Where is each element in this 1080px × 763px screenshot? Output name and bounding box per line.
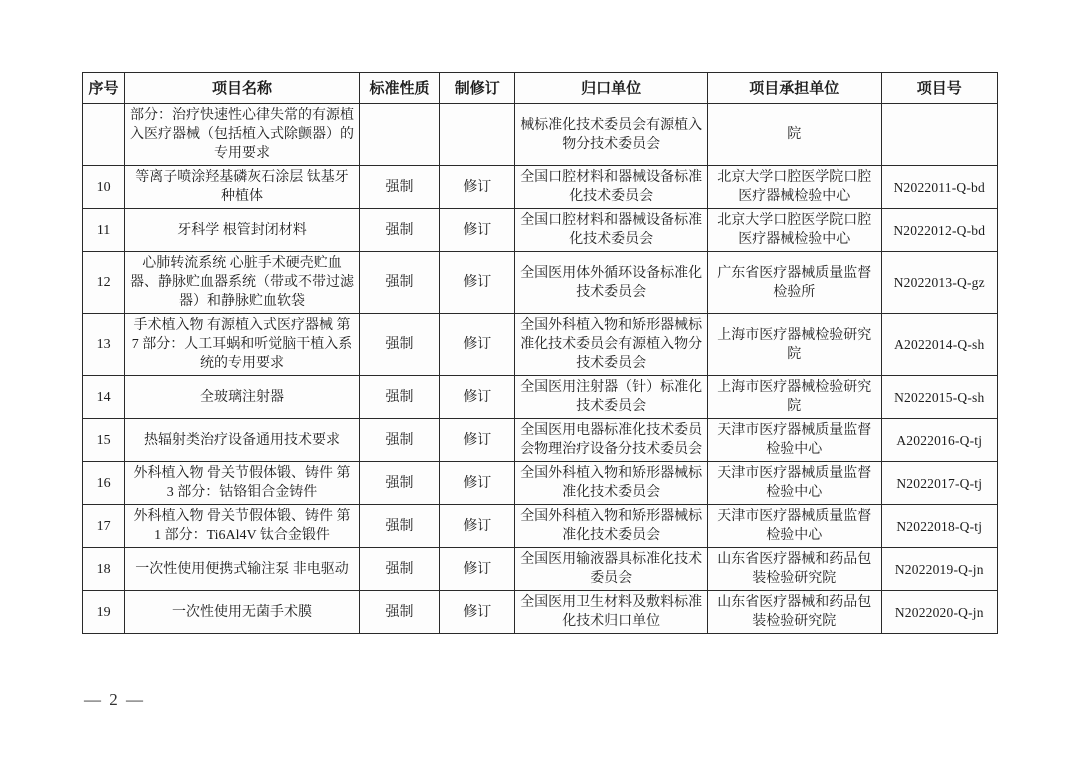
cell-seq: 16 — [83, 462, 125, 505]
cell-seq: 10 — [83, 166, 125, 209]
cell-standard-nature: 强制 — [359, 376, 439, 419]
cell-undertaking-unit: 上海市医疗器械检验研究院 — [708, 314, 882, 376]
cell-project-number: N2022017-Q-tj — [881, 462, 997, 505]
cell-undertaking-unit: 上海市医疗器械检验研究院 — [708, 376, 882, 419]
cell-centralized-unit: 全国医用注射器（针）标准化技术委员会 — [515, 376, 708, 419]
cell-undertaking-unit: 山东省医疗器械和药品包装检验研究院 — [708, 548, 882, 591]
cell-standard-nature: 强制 — [359, 462, 439, 505]
table-row — [83, 166, 998, 209]
table-row — [83, 591, 998, 634]
cell-standard-nature: 强制 — [359, 209, 439, 252]
cell-seq: 11 — [83, 209, 125, 252]
cell-project-name: 一次性使用无菌手术膜 — [125, 591, 360, 634]
cell-undertaking-unit: 北京大学口腔医学院口腔医疗器械检验中心 — [708, 166, 882, 209]
cell-project-number — [881, 104, 997, 166]
cell-project-number: N2022012-Q-bd — [881, 209, 997, 252]
cell-centralized-unit: 全国医用电器标准化技术委员会物理治疗设备分技术委员会 — [515, 419, 708, 462]
cell-centralized-unit: 全国外科植入物和矫形器械标准化技术委员会有源植入物分技术委员会 — [515, 314, 708, 376]
cell-seq: 12 — [83, 252, 125, 314]
cell-standard-nature: 强制 — [359, 505, 439, 548]
table-header — [83, 73, 998, 104]
cell-project-number: N2022019-Q-jn — [881, 548, 997, 591]
cell-project-name: 牙科学 根管封闭材料 — [125, 209, 360, 252]
cell-project-name: 全玻璃注射器 — [125, 376, 360, 419]
cell-project-number: N2022020-Q-jn — [881, 591, 997, 634]
cell-undertaking-unit: 广东省医疗器械质量监督检验所 — [708, 252, 882, 314]
cell-revision-type: 修订 — [440, 209, 515, 252]
cell-project-number: N2022013-Q-gz — [881, 252, 997, 314]
cell-revision-type: 修订 — [440, 462, 515, 505]
cell-undertaking-unit: 山东省医疗器械和药品包装检验研究院 — [708, 591, 882, 634]
cell-seq: 13 — [83, 314, 125, 376]
cell-project-name: 心肺转流系统 心脏手术硬壳贮血器、静脉贮血器系统（带或不带过滤器）和静脉贮血软袋 — [125, 252, 360, 314]
table-row — [83, 252, 998, 314]
cell-standard-nature — [359, 104, 439, 166]
table-row — [83, 505, 998, 548]
cell-revision-type: 修订 — [440, 166, 515, 209]
cell-project-number: N2022011-Q-bd — [881, 166, 997, 209]
table-row — [83, 548, 998, 591]
table-body — [83, 104, 998, 634]
cell-centralized-unit: 械标准化技术委员会有源植入物分技术委员会 — [515, 104, 708, 166]
cell-seq — [83, 104, 125, 166]
cell-revision-type: 修订 — [440, 419, 515, 462]
table-row — [83, 314, 998, 376]
cell-centralized-unit: 全国外科植入物和矫形器械标准化技术委员会 — [515, 505, 708, 548]
cell-revision-type — [440, 104, 515, 166]
cell-project-number: A2022016-Q-tj — [881, 419, 997, 462]
cell-standard-nature: 强制 — [359, 314, 439, 376]
cell-undertaking-unit: 天津市医疗器械质量监督检验中心 — [708, 419, 882, 462]
cell-standard-nature: 强制 — [359, 419, 439, 462]
cell-standard-nature: 强制 — [359, 591, 439, 634]
table-row — [83, 209, 998, 252]
cell-project-name: 热辐射类治疗设备通用技术要求 — [125, 419, 360, 462]
cell-centralized-unit: 全国医用卫生材料及敷料标准化技术归口单位 — [515, 591, 708, 634]
cell-seq: 17 — [83, 505, 125, 548]
header-seq: 序号 — [83, 73, 125, 104]
cell-revision-type: 修订 — [440, 252, 515, 314]
cell-centralized-unit: 全国医用输液器具标准化技术委员会 — [515, 548, 708, 591]
cell-revision-type: 修订 — [440, 505, 515, 548]
cell-centralized-unit: 全国医用体外循环设备标准化技术委员会 — [515, 252, 708, 314]
header-standard-nature: 标准性质 — [359, 73, 439, 104]
cell-centralized-unit: 全国外科植入物和矫形器械标准化技术委员会 — [515, 462, 708, 505]
page-number: — 2 — — [84, 690, 145, 709]
cell-undertaking-unit: 天津市医疗器械质量监督检验中心 — [708, 505, 882, 548]
cell-project-name: 等离子喷涂羟基磷灰石涂层 钛基牙种植体 — [125, 166, 360, 209]
header-revision-type: 制修订 — [440, 73, 515, 104]
cell-undertaking-unit: 北京大学口腔医学院口腔医疗器械检验中心 — [708, 209, 882, 252]
table-row — [83, 104, 998, 166]
cell-standard-nature: 强制 — [359, 252, 439, 314]
standards-project-table — [82, 72, 998, 634]
cell-undertaking-unit: 天津市医疗器械质量监督检验中心 — [708, 462, 882, 505]
cell-project-name: 手术植入物 有源植入式医疗器械 第 7 部分：人工耳蜗和听觉脑干植入系统的专用要求 — [125, 314, 360, 376]
cell-revision-type: 修订 — [440, 314, 515, 376]
cell-standard-nature: 强制 — [359, 166, 439, 209]
header-undertaking-unit: 项目承担单位 — [708, 73, 882, 104]
cell-project-name: 外科植入物 骨关节假体锻、铸件 第 3 部分：钴铬钼合金铸件 — [125, 462, 360, 505]
cell-revision-type: 修订 — [440, 376, 515, 419]
cell-standard-nature: 强制 — [359, 548, 439, 591]
cell-undertaking-unit: 院 — [708, 104, 882, 166]
table-row — [83, 462, 998, 505]
cell-project-number: A2022014-Q-sh — [881, 314, 997, 376]
cell-project-name: 一次性使用便携式输注泵 非电驱动 — [125, 548, 360, 591]
cell-project-name: 外科植入物 骨关节假体锻、铸件 第 1 部分：Ti6Al4V 钛合金锻件 — [125, 505, 360, 548]
cell-seq: 19 — [83, 591, 125, 634]
cell-centralized-unit: 全国口腔材料和器械设备标准化技术委员会 — [515, 209, 708, 252]
header-centralized-unit: 归口单位 — [515, 73, 708, 104]
cell-revision-type: 修订 — [440, 591, 515, 634]
cell-centralized-unit: 全国口腔材料和器械设备标准化技术委员会 — [515, 166, 708, 209]
cell-project-name: 部分：治疗快速性心律失常的有源植入医疗器械（包括植入式除颤器）的专用要求 — [125, 104, 360, 166]
cell-seq: 15 — [83, 419, 125, 462]
cell-seq: 18 — [83, 548, 125, 591]
table-row — [83, 419, 998, 462]
cell-project-number: N2022015-Q-sh — [881, 376, 997, 419]
table-row — [83, 376, 998, 419]
header-project-name: 项目名称 — [125, 73, 360, 104]
cell-revision-type: 修订 — [440, 548, 515, 591]
cell-project-number: N2022018-Q-tj — [881, 505, 997, 548]
header-project-number: 项目号 — [881, 73, 997, 104]
cell-seq: 14 — [83, 376, 125, 419]
header-row — [83, 73, 998, 104]
